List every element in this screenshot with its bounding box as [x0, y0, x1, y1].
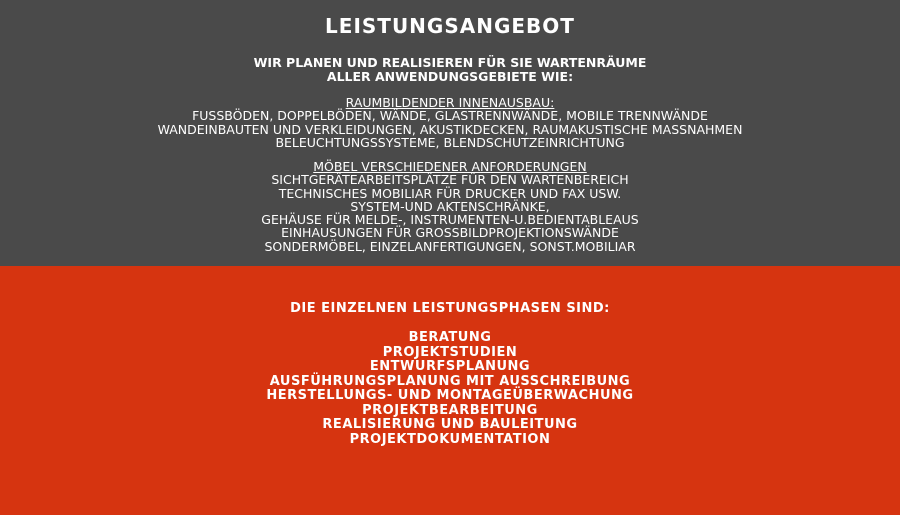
section-line: SYSTEM-UND AKTENSCHRÄNKE,	[350, 198, 550, 214]
phase-item: BERATUNG	[408, 330, 492, 345]
phase-item: AUSFÜHRUNGSPLANUNG MIT AUSSCHREIBUNG	[269, 373, 631, 389]
section-heading: MÖBEL VERSCHIEDENER ANFORDERUNGEN	[313, 159, 587, 174]
section-line: EINHAUSUNGEN FÜR GROSSBILDPROJEKTIONSWÄNDE	[281, 225, 619, 241]
section-line: SICHTGERÄTEARBEITSPLÄTZE FÜR DEN WARTENBEREICH	[271, 172, 629, 188]
intro-line: ALLER ANWENDUNGSGEBIETE WIE:	[326, 69, 574, 84]
phase-item: PROJEKTDOKUMENTATION	[349, 431, 551, 447]
section-line: BELEUCHTUNGSSYSTEME, BLENDSCHUTZEINRICHTUNG	[275, 134, 625, 150]
intro-text	[0, 56, 900, 84]
furniture-section	[0, 160, 900, 253]
phase-item: PROJEKTBEARBEITUNG	[362, 402, 538, 418]
phase-item: PROJEKTSTUDIEN	[382, 344, 518, 360]
phase-item: HERSTELLUNGS- UND MONTAGEÜBERWACHUNG	[266, 388, 634, 403]
page-title: LEISTUNGSANGEBOT	[325, 14, 575, 38]
phase-list	[0, 331, 900, 447]
section-line: FUSSBÖDEN, DOPPELBÖDEN, WÄNDE, GLASTRENNWÄNDE, MOBILE TRENNWÄNDE	[192, 108, 708, 124]
section-line: TECHNISCHES MOBILIAR FÜR DRUCKER UND FAX USW.	[278, 185, 622, 201]
phase-item: ENTWURFSPLANUNG	[369, 359, 531, 374]
phase-item: REALISIERUNG UND BAULEITUNG	[322, 417, 578, 432]
service-phases-panel	[0, 266, 900, 515]
section-line: WANDEINBAUTEN UND VERKLEIDUNGEN, AKUSTIKDECKEN, RAUMAKUSTISCHE MASSNAHMEN	[157, 121, 743, 137]
interior-construction-section	[0, 96, 900, 149]
intro-line: WIR PLANEN UND REALISIEREN FÜR SIE WARTENRÄUME	[253, 55, 647, 70]
phases-heading: DIE EINZELNEN LEISTUNGSPHASEN SIND:	[290, 301, 610, 316]
section-line: GEHÄUSE FÜR MELDE-, INSTRUMENTEN-U.BEDIENTABLEAUS	[261, 212, 639, 228]
section-heading: RAUMBILDENDER INNENAUSBAU:	[345, 95, 555, 110]
section-line: SONDERMÖBEL, EINZELANFERTIGUNGEN, SONST.MOBILIAR	[264, 238, 636, 254]
